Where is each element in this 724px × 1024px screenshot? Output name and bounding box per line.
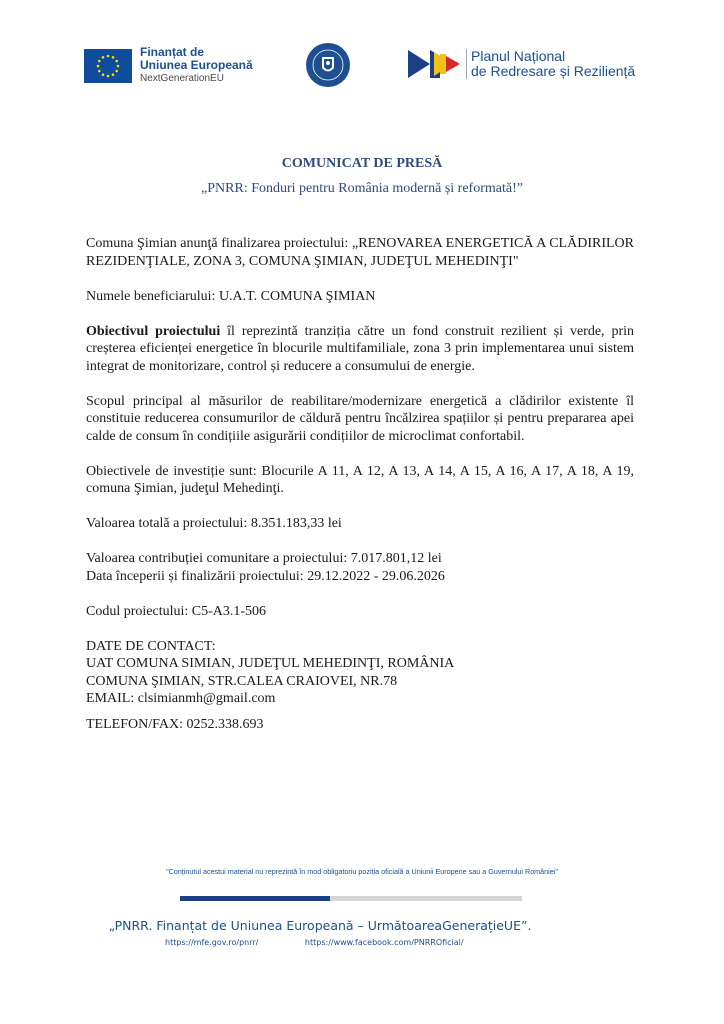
press-release-title: COMUNICAT DE PRESĂ xyxy=(281,156,443,171)
contact-email: EMAIL: clsimianmh@gmail.com xyxy=(86,691,276,706)
eu-funding-logo xyxy=(84,46,253,85)
project-dates: Data începerii și finalizării proiectului: 29.12.2022 - 29.06.2026 xyxy=(86,568,445,584)
objective-label: Obiectivul proiectului xyxy=(86,323,221,339)
footer-disclaimer: "Conținutul acestui material nu reprezintă în mod obligatoriu poziția oficială a Uniunii Europene sau a Guvernului României" xyxy=(166,867,558,876)
investment-objectives: Obiectivele de investiție sunt: Blocurile A 11, A 12, A 13, A 14, A 15, A 16, A 17, A 18, A 19, comuna Şimian, judeţul Mehedinţi. xyxy=(86,463,634,496)
footer-progress-fill xyxy=(180,896,330,901)
scope-paragraph: Scopul principal al măsurilor de reabilitare/modernizare energetică a clădirilor existente îl constituie reducerea consumurilor de căldură pentru încălzirea spațiilor și pentru prepararea apei calde de consum în condițiile asigurării condițiilor de microclimat confortabil. xyxy=(86,393,634,444)
contact-line2: COMUNA ŞIMIAN, STR.CALEA CRAIOVEI, NR.78 xyxy=(86,673,398,689)
eu-contribution: Valoarea contribuției comunitare a proiectului: 7.017.801,12 lei xyxy=(86,551,442,566)
pnrr-separator xyxy=(466,49,467,79)
announcement-paragraph: Comuna Şimian anunţă finalizarea proiectului: „RENOVAREA ENERGETICĂ A CLĂDIRILOR REZIDENŢIALE, ZONA 3, COMUNA ŞIMIAN, JUDEŢUL MEHEDINŢI" xyxy=(86,236,634,269)
contact-phone: TELEFON/FAX: 0252.338.693 xyxy=(86,716,264,732)
press-release-body xyxy=(86,235,634,733)
eu-logo-line1: Finanțat de xyxy=(140,45,205,59)
eu-logo-line3: NextGenerationEU xyxy=(140,73,224,84)
press-release-subtitle: „PNRR: Fonduri pentru România modernă și reformată!” xyxy=(201,181,523,196)
logo-bar xyxy=(0,42,724,92)
objective-paragraph xyxy=(86,323,634,376)
total-value: Valoarea totală a proiectului: 8.351.183,33 lei xyxy=(86,516,342,531)
footer-links xyxy=(165,938,464,947)
footer-slogan: „PNRR. Finanțat de Uniunea Europeană – UrmătoareaGenerațieUE”. xyxy=(108,918,532,933)
eu-flag-icon xyxy=(84,49,132,83)
contact-line1: UAT COMUNA SIMIAN, JUDEŢUL MEHEDINŢI, ROMÂNIA xyxy=(86,656,455,671)
pnrr-arrows-icon xyxy=(408,48,464,80)
beneficiary: Numele beneficiarului: U.A.T. COMUNA ŞIMIAN xyxy=(86,288,376,304)
pnrr-logo xyxy=(408,48,635,80)
guvernul-romaniei-emblem-icon xyxy=(305,42,351,88)
objective-text: îl reprezintă tranziția către un fond construit rezilient și verde, prin creșterea eficienței energetice în blocurile multifamiliale, zona 3 prin implementarea unui sistem integrat de monitorizare, control și reducere a consumului de energie. xyxy=(86,323,634,374)
contact-heading: DATE DE CONTACT: xyxy=(86,638,216,654)
project-code: Codul proiectului: C5-A3.1-506 xyxy=(86,603,267,619)
footer-progress-bar xyxy=(180,896,522,901)
facebook-link[interactable]: https://www.facebook.com/PNRROficial/ xyxy=(304,938,464,947)
mfe-link[interactable]: https://mfe.gov.ro/pnrr/ xyxy=(165,938,259,947)
pnrr-logo-line1: Planul Național xyxy=(471,48,566,64)
pnrr-logo-line2: de Redresare și Reziliență xyxy=(471,63,636,79)
eu-logo-line2: Uniunea Europeană xyxy=(140,58,253,72)
